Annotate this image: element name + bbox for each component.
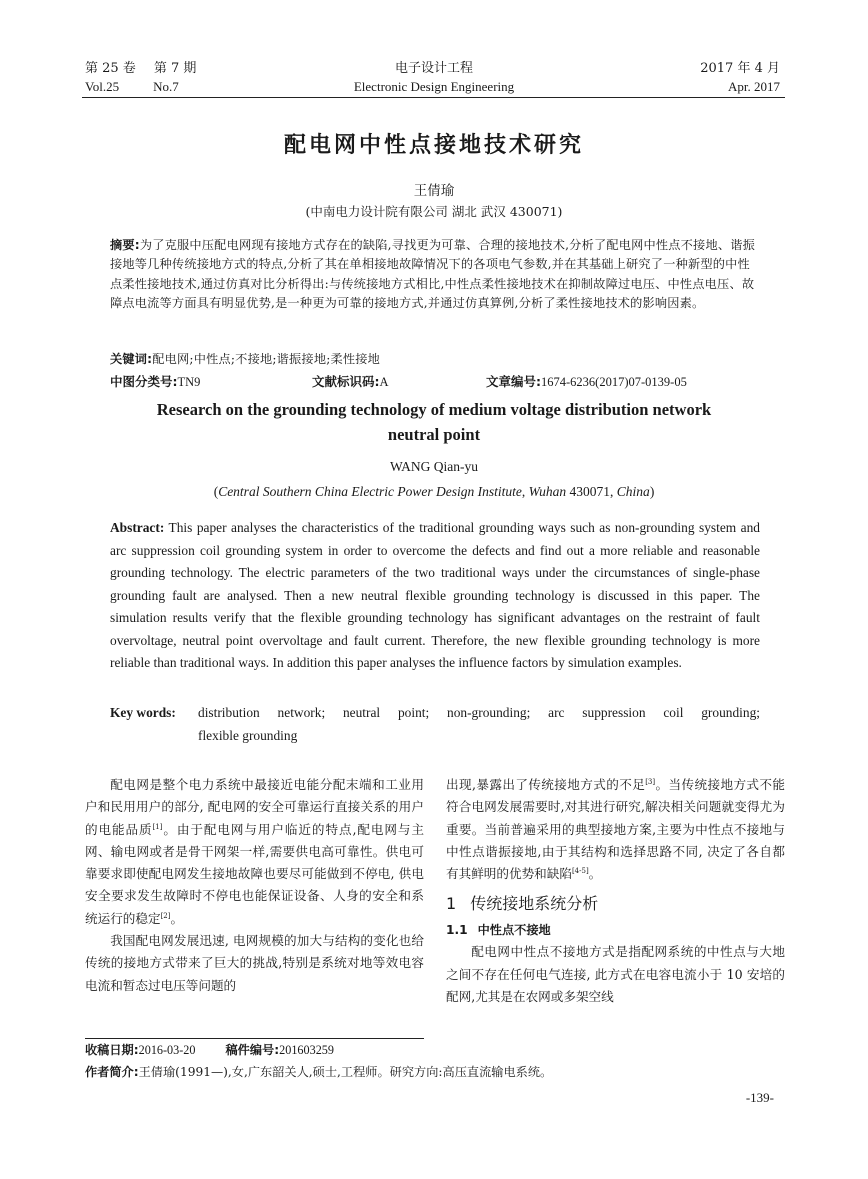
title-en [0, 397, 868, 447]
doc-code-label: 文献标识码: [312, 374, 380, 389]
clc [110, 373, 200, 391]
abstract-en-text: This paper analyses the characteristics of the traditional grounding ways such as non-grounding system and arc suppression coil grounding system in order to overcome the defects and find out a more reliable and reasonable grounding technology. The electric parameters of the two traditional ways under the circumstances of single-phase grounding fault are analysed. Then a new neutral flexible grounding technology is discussed in this paper. The simulation results verify that the flexible grounding technology has significant advantages on the restraint of fault overvoltage, neutral point overvoltage and fault current. Therefore, the new flexible grounding technology is more reliable than traditional ways. In addition this paper analyses the influence factors by simulation examples. [110, 520, 761, 670]
footnote-author-bio: 作者简介:王倩瑜(1991—),女,广东韶关人,硕士,工程师。研究方向:高压直流输电系统。 [85, 1065, 553, 1079]
keywords-cn [110, 350, 760, 369]
abstract-cn [110, 236, 760, 313]
header-journal-cn: 电子设计工程 [394, 61, 473, 76]
footnote-received: 收稿日期:2016-03-20 稿件编号:201603259 [85, 1043, 334, 1057]
keywords-cn-label: 关键词: [110, 352, 153, 366]
header-date-cn: 2017 年 4 月 [700, 61, 780, 76]
article-number [486, 373, 687, 391]
keywords-en-label: Key words: [110, 705, 176, 720]
body-left-p2: 我国配电网发展迅速, 电网规模的加大与结构的变化也给传统的接地方式带来了巨大的挑战,特别是系统对地等效电容电流和暂态过电压等问题的 [85, 933, 424, 993]
section-1-heading: 1 传统接地系统分析 [446, 894, 599, 914]
body-left-p1: 配电网是整个电力系统中最接近电能分配末端和工业用户和民用用户的部分, 配电网的安全可靠运行直接关系的用户的电能品质[1]。由于配电网与用户临近的特点,配电网与主网、输电网或者是骨干网架一样,需要供电高可靠性。供电可靠要求即使配电网发生接地故障也要尽可能做到不停电, 供电安全要求发生故障时不停电也能保证设备、人身的安全和系统运行的稳定[2]。 [85, 777, 424, 926]
header-date-en: Apr. 2017 [728, 79, 780, 94]
page-number: -139- [745, 1090, 774, 1105]
abstract-en-label: Abstract: [110, 520, 165, 535]
title-en-line1: Research on the grounding technology of medium voltage distribution network [156, 400, 712, 419]
title-en-line2: neutral point [387, 425, 481, 444]
keywords-en-line1: distribution network; neutral point; non-grounding; arc suppression coil grounding; [198, 705, 760, 720]
header-journal-en: Electronic Design Engineering [353, 79, 515, 94]
footnote-rule [85, 1038, 424, 1039]
section-1-1-heading: 1.1 中性点不接地 [446, 923, 551, 938]
abstract-cn-text: 为了克服中压配电网现有接地方式存在的缺陷,寻找更为可靠、合理的接地技术,分析了配电网中性点不接地、谐振接地等几种传统接地方式的特点,分析了其在单相接地故障情况下的各项电气参数,并在其基础上研究了一种新型的中性点柔性接地技术,通过仿真对比分析得出:与传统接地方式相比,中性点柔性接地技术在抑制故障过电压、中性点电压、故障点电流等方面具有明显优势,是一种更为可靠的接地方式,并通过仿真算例,分析了柔性接地技术的影响因素。 [110, 238, 755, 310]
keywords-en-line2: flexible grounding [198, 727, 298, 743]
keywords-en [110, 702, 760, 747]
clc-label: 中图分类号: [110, 374, 178, 389]
doc-code-value: A [379, 375, 389, 389]
article-number-value: 1674-6236(2017)07-0139-05 [541, 375, 687, 389]
author-en: WANG Qian-yu [389, 459, 479, 474]
article-number-label: 文章编号: [486, 374, 541, 389]
author-cn: 王倩瑜 [413, 183, 455, 199]
body-right-p2: 配电网中性点不接地方式是指配网系统的中性点与大地之间不存在任何电气连接, 此方式在电容电流小于 10 安培的配网,尤其是在农网或多架空线 [446, 944, 785, 1005]
header-volume-en: Vol.25 No.7 [85, 79, 179, 94]
header-rule [82, 97, 785, 98]
body-left-column [85, 774, 424, 997]
affiliation-cn: (中南电力设计院有限公司 湖北 武汉 430071) [305, 204, 563, 219]
body-right-column [446, 774, 785, 1008]
header-volume-cn: 第 25 卷 第 7 期 [85, 61, 197, 76]
keywords-cn-text: 配电网;中性点;不接地;谐振接地;柔性接地 [152, 352, 381, 366]
doc-code [312, 373, 389, 391]
abstract-cn-label: 摘要: [110, 238, 140, 252]
abstract-en [110, 517, 760, 675]
title-cn: 配电网中性点接地技术研究 [283, 132, 584, 158]
clc-value: TN9 [177, 375, 201, 389]
affiliation-en: (Central Southern China Electric Power Design Institute, Wuhan 430071, China) [213, 484, 655, 499]
body-right-p1: 出现,暴露出了传统接地方式的不足[3]。当传统接地方式不能符合电网发展需要时,对其进行研究,解决相关问题就变得尤为重要。当前普遍采用的典型接地方案,主要为中性点不接地与中性点谐振接地,由于其结构和选择思路不同, 决定了各自都有其鲜明的优势和缺陷[4-5]。 [446, 777, 785, 882]
